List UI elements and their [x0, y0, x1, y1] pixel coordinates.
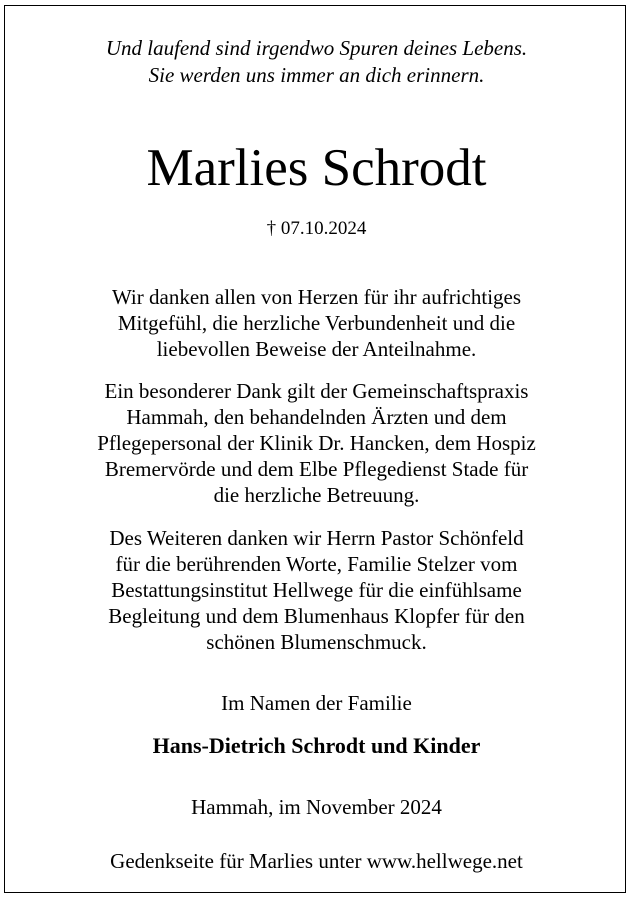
- family-signature: Hans-Dietrich Schrodt und Kinder: [152, 733, 481, 758]
- place-date: Hammah, im November 2024: [191, 795, 442, 819]
- thanks-line: schönen Blumenschmuck.: [206, 630, 427, 654]
- thanks-line: Mitgefühl, die herzliche Verbundenheit und die: [117, 311, 516, 335]
- thanks-line: Hammah, den behandelnden Ärzten und dem: [126, 405, 507, 429]
- thanks-line: Bremervörde und dem Elbe Pflegedienst Stade für: [104, 457, 529, 481]
- motto-line-2: Sie werden uns immer an dich erinnern.: [148, 63, 485, 87]
- signoff-intro: Im Namen der Familie: [221, 691, 412, 715]
- deceased-name: Marlies Schrodt: [146, 139, 487, 197]
- thanks-line: Begleitung und dem Blumenhaus Klopfer für den: [108, 604, 525, 628]
- thanks-line: liebevollen Beweise der Anteilnahme.: [156, 337, 477, 361]
- death-date: † 07.10.2024: [266, 218, 367, 239]
- thanks-line: Des Weiteren danken wir Herrn Pastor Schönfeld: [109, 526, 524, 550]
- thanks-line: Ein besonderer Dank gilt der Gemeinschaftspraxis: [104, 379, 529, 403]
- thanks-line: Pflegepersonal der Klinik Dr. Hancken, dem Hospiz: [97, 431, 536, 455]
- thanks-line: für die berührenden Worte, Familie Stelzer vom: [115, 552, 518, 576]
- motto-line-1: Und laufend sind irgendwo Spuren deines Lebens.: [105, 36, 528, 60]
- thanks-line: Wir danken allen von Herzen für ihr aufrichtiges: [111, 285, 522, 309]
- thanks-line: Bestattungsinstitut Hellwege für die einfühlsame: [111, 578, 522, 602]
- thanks-line: die herzliche Betreuung.: [213, 483, 420, 507]
- memorial-page-link[interactable]: Gedenkseite für Marlies unter www.hellwege.net: [110, 849, 523, 873]
